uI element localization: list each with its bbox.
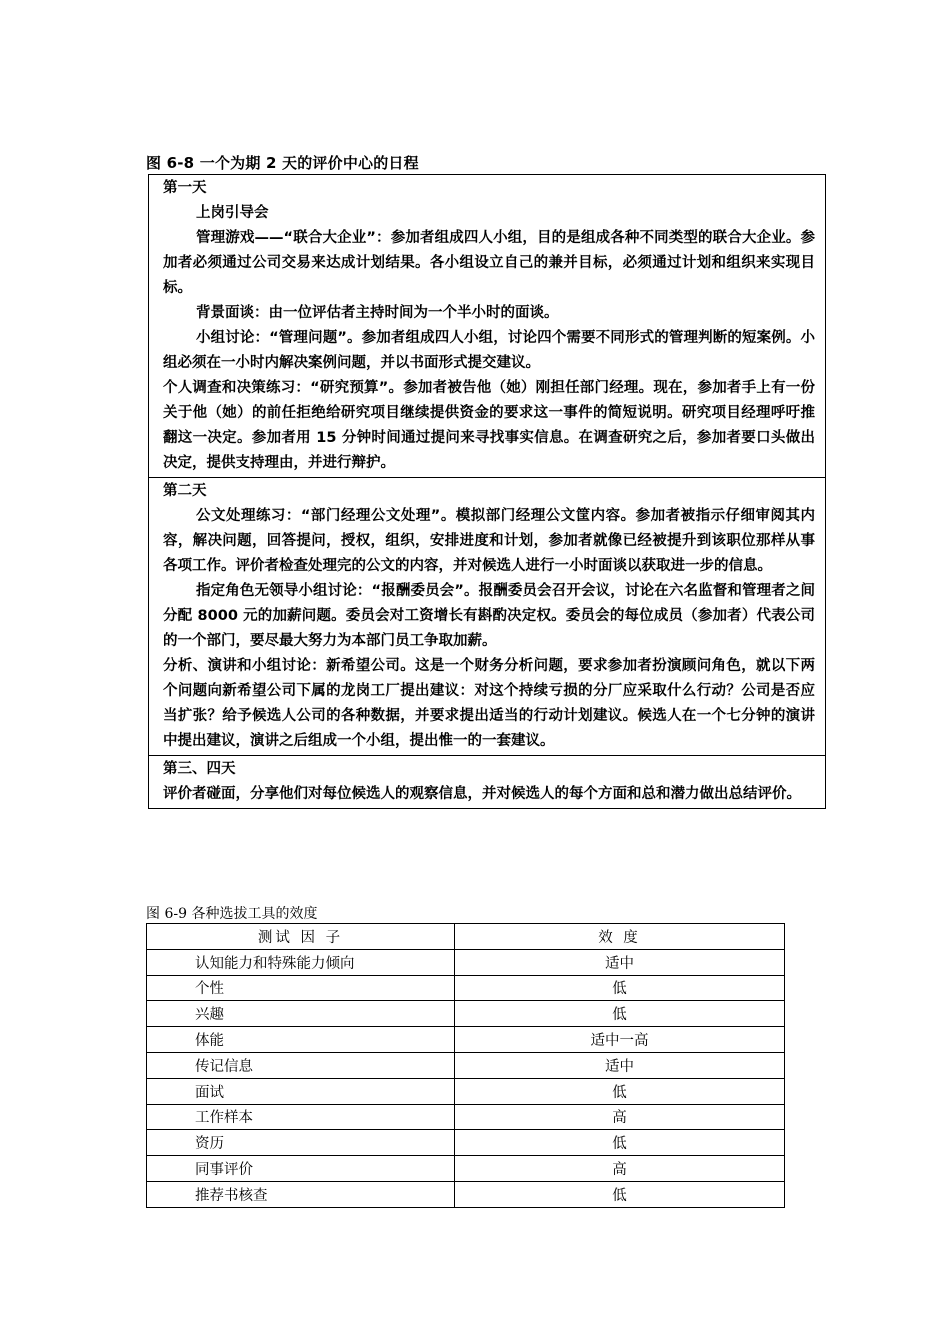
factor-cell: 面试: [147, 1078, 455, 1104]
factor-cell: 个性: [147, 975, 455, 1001]
table-row: [147, 975, 785, 1001]
schedule-paragraph: 指定角色无领导小组讨论：“报酬委员会”。报酬委员会召开会议，讨论在六名监督和管理者之间分配 8000 元的加薪问题。委员会对工资增长有斟酌决定权。委员会的每位成员（参加者）代表公司的一个部门，要尽最大努力为本部门员工争取加薪。: [163, 583, 815, 649]
figure-6-8-caption: 图 6-8 一个为期 2 天的评价中心的日程: [146, 154, 419, 172]
validity-cell: 低: [455, 1130, 785, 1156]
factor-cell: 认知能力和特殊能力倾向: [147, 949, 455, 975]
header-factor: 测试 因 子: [147, 924, 455, 950]
table-row: [147, 1001, 785, 1027]
schedule-paragraph: 管理游戏——“联合大企业”：参加者组成四人小组，目的是组成各种不同类型的联合大企业。参加者必须通过公司交易来达成计划结果。各小组设立自己的兼并目标，必须通过计划和组织来实现目标。: [163, 230, 815, 296]
table-row: [147, 1130, 785, 1156]
day-title: 第三、四天: [163, 761, 236, 777]
validity-cell: 高: [455, 1104, 785, 1130]
schedule-paragraph: 评价者碰面，分享他们对每位候选人的观察信息，并对候选人的每个方面和总和潜力做出总结评价。: [163, 786, 801, 802]
table-row: [147, 1104, 785, 1130]
schedule-paragraph: 背景面谈：由一位评估者主持时间为一个半小时的面谈。: [196, 305, 559, 321]
table-row: [147, 949, 785, 975]
schedule-paragraph: 公文处理练习：“部门经理公文处理”。模拟部门经理公文筐内容。参加者被指示仔细审阅其内容，解决问题，回答提问，授权，组织，安排进度和计划，参加者就像已经被提升到该职位那样从事各项工作。评价者检查处理完的公文的内容，并对候选人进行一小时面谈以获取进一步的信息。: [163, 508, 815, 574]
validity-cell: 低: [455, 975, 785, 1001]
factor-cell: 推荐书核查: [147, 1181, 455, 1207]
validity-table: [146, 923, 785, 1208]
factor-cell: 传记信息: [147, 1052, 455, 1078]
validity-cell: 适中: [455, 1052, 785, 1078]
figure-6-9-caption: 图 6-9 各种选拔工具的效度: [146, 906, 318, 922]
factor-cell: 兴趣: [147, 1001, 455, 1027]
validity-cell: 低: [455, 1181, 785, 1207]
table-header-row: [147, 924, 785, 950]
validity-cell: 适中一高: [455, 1027, 785, 1053]
table-row: [147, 1052, 785, 1078]
schedule-day: [149, 755, 825, 808]
day-title: 第二天: [163, 483, 207, 499]
schedule-paragraph: 上岗引导会: [196, 205, 269, 221]
header-validity: 效 度: [455, 924, 785, 950]
table-row: [147, 1181, 785, 1207]
schedule-day: [149, 477, 825, 755]
table-row: [147, 1156, 785, 1182]
schedule-paragraph: 个人调查和决策练习：“研究预算”。参加者被告他（她）刚担任部门经理。现在，参加者手上有一份关于他（她）的前任拒绝给研究项目继续提供资金的要求这一事件的简短说明。研究项目经理呼吁推翻这一决定。参加者用 15 分钟时间通过提问来寻找事实信息。在调查研究之后，参加者要口头做出决定，提供支持理由，并进行辩护。: [163, 380, 815, 471]
schedule-day: [149, 175, 825, 477]
validity-cell: 低: [455, 1001, 785, 1027]
schedule-paragraph: 小组讨论：“管理问题”。参加者组成四人小组，讨论四个需要不同形式的管理判断的短案例。小组必须在一小时内解决案例问题，并以书面形式提交建议。: [163, 330, 815, 371]
factor-cell: 同事评价: [147, 1156, 455, 1182]
day-title: 第一天: [163, 180, 207, 196]
table-row: [147, 1027, 785, 1053]
factor-cell: 工作样本: [147, 1104, 455, 1130]
validity-cell: 低: [455, 1078, 785, 1104]
schedule-box: [148, 174, 826, 809]
table-row: [147, 1078, 785, 1104]
validity-cell: 高: [455, 1156, 785, 1182]
factor-cell: 体能: [147, 1027, 455, 1053]
validity-cell: 适中: [455, 949, 785, 975]
factor-cell: 资历: [147, 1130, 455, 1156]
schedule-paragraph: 分析、演讲和小组讨论：新希望公司。这是一个财务分析问题，要求参加者扮演顾问角色，就以下两个问题向新希望公司下属的龙岗工厂提出建议：对这个持续亏损的分厂应采取什么行动？公司是否应当扩张？给予候选人公司的各种数据，并要求提出适当的行动计划建议。候选人在一个七分钟的演讲中提出建议，演讲之后组成一个小组，提出惟一的一套建议。: [163, 658, 815, 749]
